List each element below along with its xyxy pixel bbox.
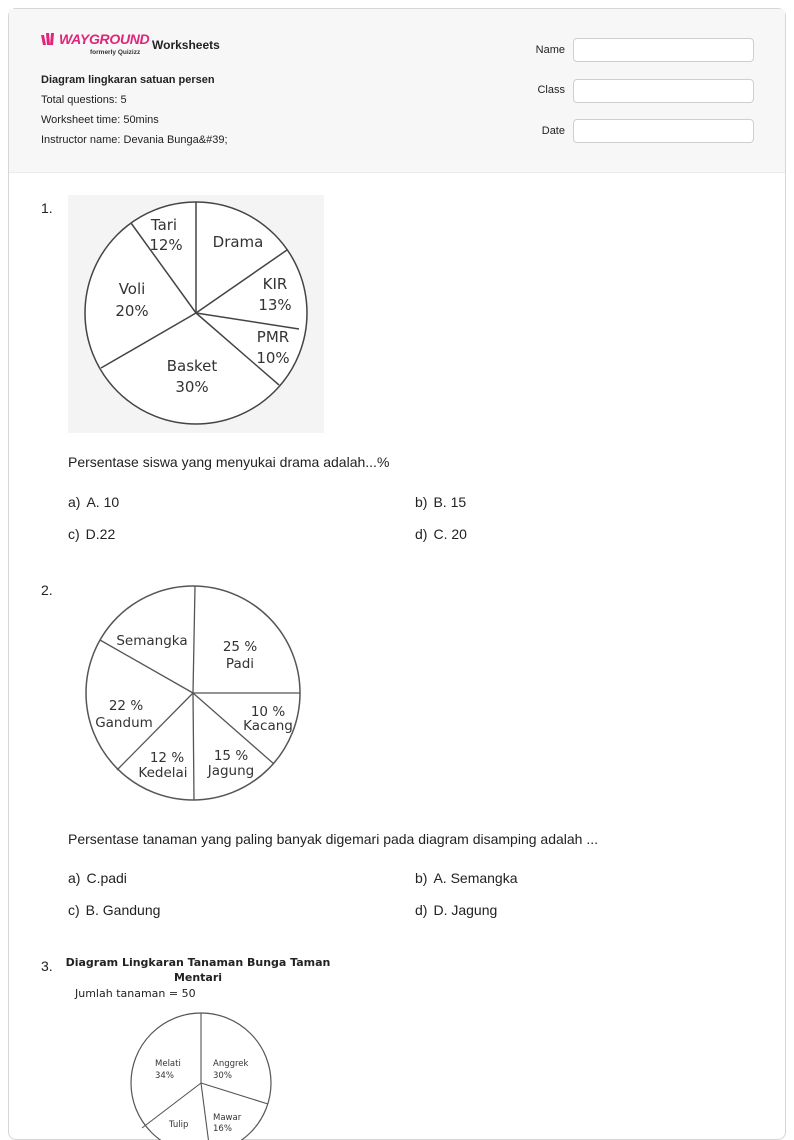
slice-value: 30% — [213, 1071, 232, 1081]
date-field[interactable] — [573, 119, 754, 143]
chart-title: Mentari — [173, 971, 223, 984]
question-number: 3. — [41, 958, 53, 974]
answer-option[interactable]: d) C. 20 — [415, 526, 467, 542]
answer-option[interactable]: c) D.22 — [68, 526, 116, 542]
chart-subtitle: Jumlah tanaman = 50 — [75, 987, 196, 1000]
answer-option[interactable]: c) B. Gandung — [68, 902, 161, 918]
worksheet-time: Worksheet time: 50mins — [41, 114, 159, 126]
slice-label: Kacang — [243, 718, 293, 734]
question-text: Persentase tanaman yang paling banyak digemari pada diagram disamping adalah ... — [68, 831, 599, 847]
worksheet-header — [9, 9, 785, 173]
slice-value: 20% — [115, 302, 149, 320]
slice-value: 12% — [149, 236, 183, 254]
logo-subtitle: formerly Quizizz — [90, 49, 141, 56]
slice-label: Anggrek — [213, 1059, 249, 1069]
slice-label: Jagung — [207, 763, 255, 779]
slice-label: Mawar — [213, 1113, 242, 1123]
answer-option[interactable]: a) A. 10 — [68, 494, 120, 510]
answer-option[interactable]: b) B. 15 — [415, 494, 467, 510]
worksheet-title: Diagram lingkaran satuan persen — [41, 74, 215, 86]
slice-label: Tari — [150, 216, 178, 234]
slice-value: 16% — [213, 1124, 232, 1134]
slice-value: 30% — [175, 378, 209, 396]
slice-value: 10 % — [250, 704, 286, 720]
question-2-pie-chart — [68, 579, 318, 809]
slice-label: Tulip — [169, 1120, 189, 1130]
question-3-pie-chart — [65, 952, 331, 1134]
slice-label: PMR — [256, 328, 290, 346]
slice-label: Melati — [155, 1059, 181, 1069]
question-number: 2. — [41, 582, 53, 598]
answer-option[interactable]: b) A. Semangka — [415, 870, 518, 886]
instructor-name: Instructor name: Devania Bunga&#39; — [41, 134, 228, 146]
class-label: Class — [537, 84, 565, 96]
slice-label: Padi — [225, 656, 255, 672]
chart-title: Diagram Lingkaran Tanaman Bunga Taman — [65, 956, 331, 969]
slice-label: Basket — [166, 357, 218, 375]
logo-mark-icon — [41, 33, 59, 47]
slice-value: 15 % — [213, 748, 249, 764]
total-questions: Total questions: 5 — [41, 94, 127, 106]
wayground-logo — [41, 31, 150, 59]
question-text: Persentase siswa yang menyukai drama adalah...% — [68, 454, 390, 470]
slice-label: Voli — [118, 280, 146, 298]
worksheet-page — [8, 8, 786, 1140]
answer-option[interactable]: d) D. Jagung — [415, 902, 498, 918]
name-label: Name — [535, 44, 565, 56]
name-field[interactable] — [573, 38, 754, 62]
slice-label: Gandum — [95, 715, 153, 731]
slice-value: 34% — [155, 1071, 174, 1081]
slice-value: 25 % — [222, 639, 258, 655]
slice-label: KIR — [262, 275, 288, 293]
slice-label: Drama — [212, 233, 264, 251]
slice-value: 22 % — [108, 698, 144, 714]
slice-value: 13% — [258, 296, 292, 314]
slice-label: Semangka — [116, 633, 188, 649]
date-label: Date — [541, 125, 565, 137]
question-1-pie-chart — [68, 195, 324, 433]
slice-value: 12 % — [149, 750, 185, 766]
logo-wordmark: WAYGROUND — [59, 31, 150, 47]
question-number: 1. — [41, 200, 53, 216]
product-title: Worksheets — [152, 38, 220, 52]
slice-label: Kedelai — [138, 765, 188, 781]
slice-value: 10% — [256, 349, 290, 367]
class-field[interactable] — [573, 79, 754, 103]
answer-option[interactable]: a) C.padi — [68, 870, 127, 886]
